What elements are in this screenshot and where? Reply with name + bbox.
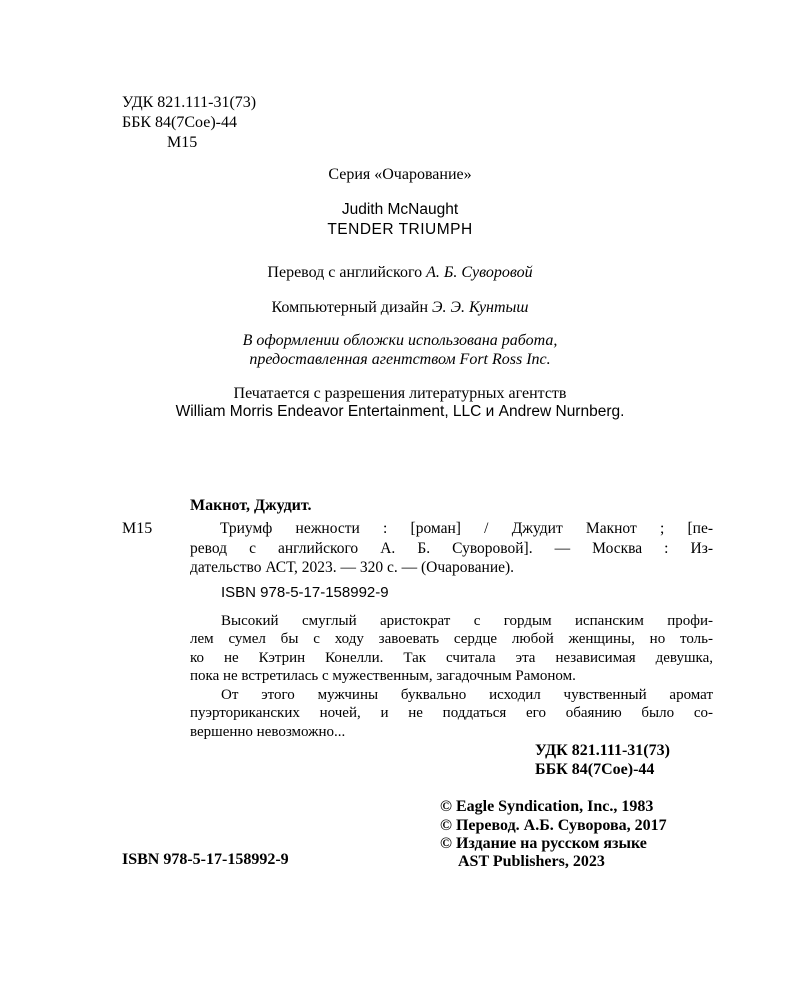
annotation-line-1: Высокий смуглый аристократ с гордым испанским профи-	[221, 613, 713, 629]
catalog-isbn: ISBN 978-5-17-158992-9	[221, 584, 389, 601]
annotation-line-7: вершенно невозможно...	[190, 724, 346, 740]
design-credit	[0, 298, 800, 317]
copyright-line-1: © Eagle Syndication, Inc., 1983	[440, 798, 654, 815]
design-prefix: Компьютерный дизайн	[271, 299, 429, 316]
annotation-line-2: лем сумел бы с ходу завоевать сердце любой женщины, но толь-	[190, 631, 713, 647]
permission-line-1: Печатается с разрешения литературных агентств	[233, 385, 567, 402]
header-bbk: ББК 84(7Сое)-44	[122, 114, 237, 131]
translator-name: А. Б. Суворовой	[426, 264, 533, 281]
catalog-udk: УДК 821.111-31(73)	[535, 742, 670, 759]
catalog-bbk: ББК 84(7Сое)-44	[535, 761, 655, 778]
isbn-bottom: ISBN 978-5-17-158992-9	[122, 851, 289, 868]
permission-line-2: William Morris Endeavor Entertainment, LLC и Andrew Nurnberg.	[175, 403, 625, 420]
catalog-author-heading: Макнот, Джудит.	[190, 497, 312, 514]
annotation-line-3: ко не Кэтрин Конелли. Так считала эта независимая девушка,	[190, 650, 713, 666]
annotation-line-6: пуэрториканских ночей, и не поддаться его обаянию было со-	[190, 705, 713, 721]
annotation-line-5: От этого мужчины буквально исходил чувственный аромат	[221, 687, 713, 703]
header-code: М15	[167, 134, 198, 151]
header-udk: УДК 821.111-31(73)	[122, 94, 257, 111]
cover-note-line-2: предоставленная агентством Fort Ross Inc.	[249, 351, 551, 368]
catalog-description-line-1: Триумф нежности : [роман] / Джудит Макнот ; [пе-	[220, 520, 713, 537]
catalog-code: М15	[122, 520, 153, 537]
copyright-line-2: © Перевод. А.Б. Суворова, 2017	[440, 817, 667, 834]
copyright-line-4: AST Publishers, 2023	[458, 853, 605, 870]
copyright-line-3: © Издание на русском языке	[440, 835, 647, 852]
original-author: Judith McNaught	[341, 201, 459, 218]
series-title: Серия «Очарование»	[328, 166, 472, 183]
catalog-description-line-3: дательство АСТ, 2023. — 320 с. — (Очарование).	[190, 559, 515, 576]
translation-prefix: Перевод с английского	[267, 264, 423, 281]
translation-credit	[0, 263, 800, 282]
catalog-description-line-2: ревод с английского А. Б. Суворовой]. — Москва : Из-	[190, 540, 713, 557]
original-title: TENDER TRIUMPH	[327, 221, 473, 238]
cover-note-line-1: В оформлении обложки использована работа,	[242, 332, 558, 349]
annotation-line-4: пока не встретилась с мужественным, загадочным Рамоном.	[190, 668, 576, 684]
designer-name: Э. Э. Кунтыш	[432, 299, 529, 316]
